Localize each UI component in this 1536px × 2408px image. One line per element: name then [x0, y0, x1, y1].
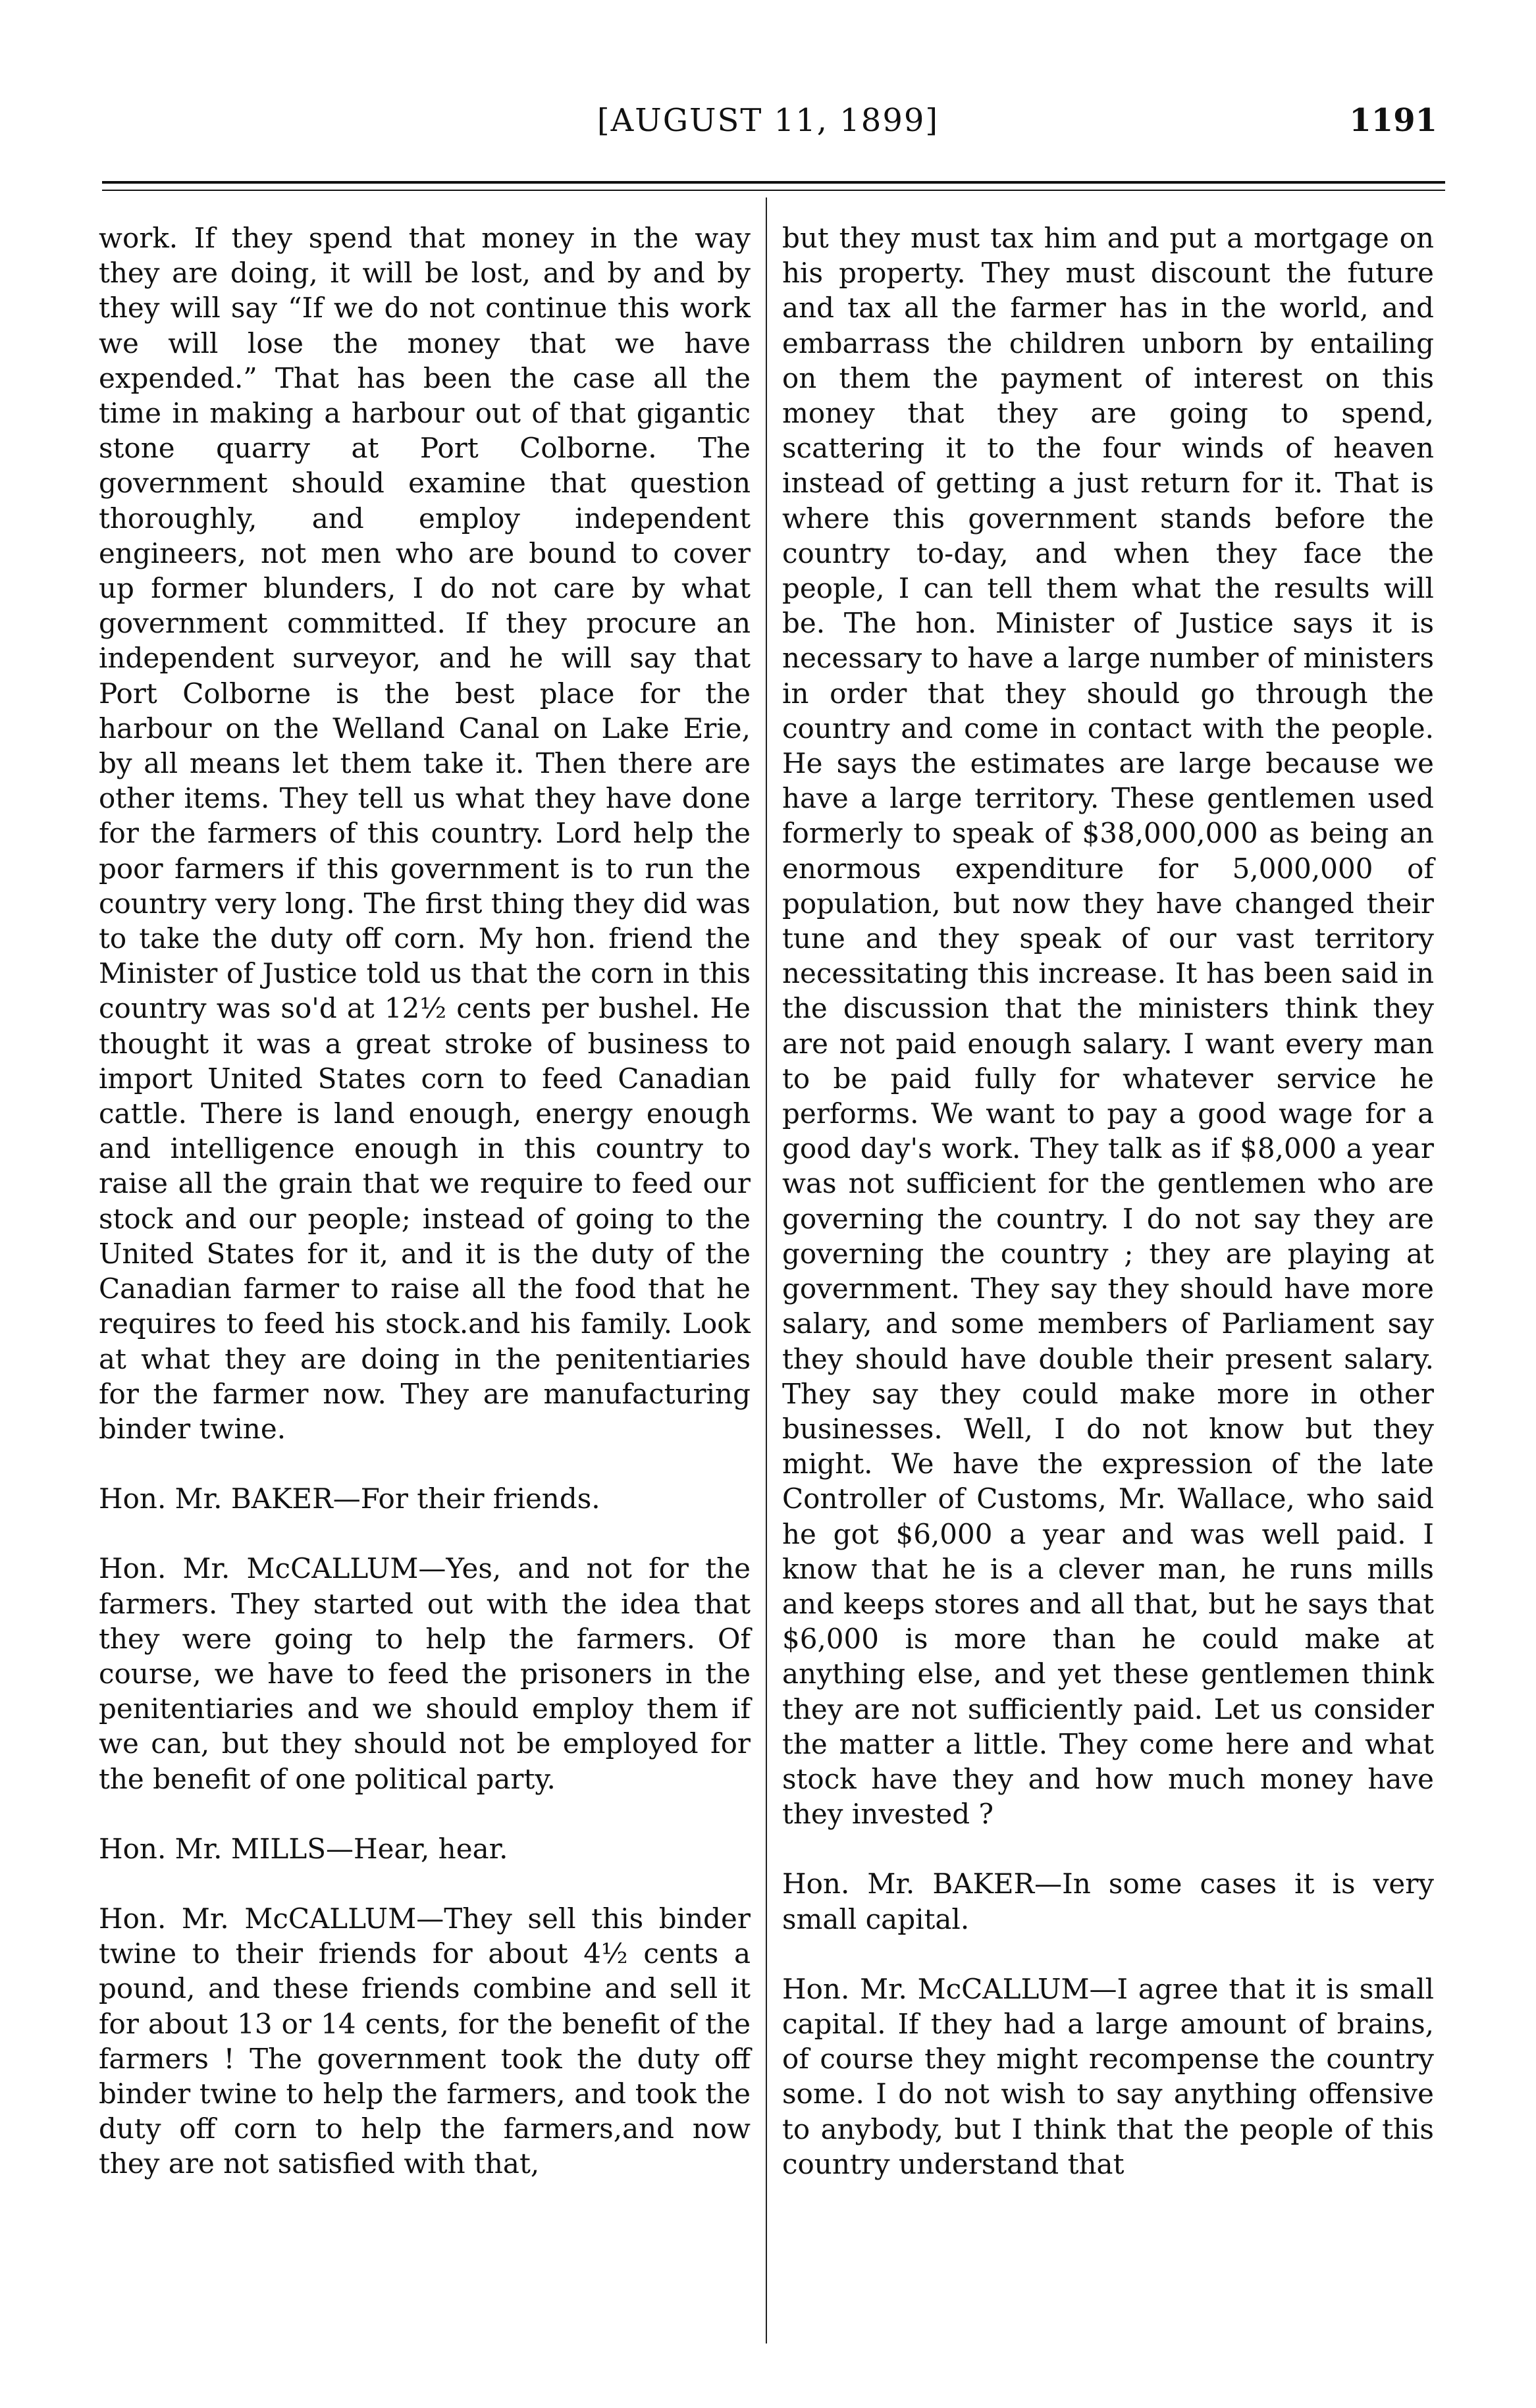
paragraph: work. If they spend that money in the way they are doing, it will be lost, and by and by they will say “If we do not continue this work we will lose the money that we have expended.” That has been the case all the time in making a harbour out of that gigantic stone quarry at Port Colborne. The government should examine that question thoroughly, and employ independent engineers, not men who are bound to cover up former blunders, I do not care by what government committed. If they procure an independent surveyor, and he will say that Port Colborne is the best place for the harbour on the Welland Canal on Lake Erie, by all means let them take it. Then there are other items. They tell us what they have done for the farmers of this country. Lord help the poor farmers if this government is to run the country very long. The first thing they did was to take the duty off corn. My hon. friend the Minister of Justice told us that the corn in this country was so'd at 12½ cents per bushel. He thought it was a great stroke of business to import United States corn to feed Canadian cattle. There is land enough, energy enough and intelligence enough in this country to raise all the grain that we require to feed our stock and our people; instead of going to the United States for it, and it is the duty of the Canadian farmer to raise all the food that he requires to feed his stock.and his family. Look at what they are doing in the penitentiaries for the farmer now. They are manufacturing binder twine. [99, 222, 751, 1445]
page-number: 1191 [1349, 102, 1437, 139]
paragraph: Hon. Mr. McCALLUM—Yes, and not for the farmers. They started out with the idea that they were going to help the farmers. Of course, we have to feed the prisoners in the penitentiaries and we should employ them if we can, but they should not be employed for the benefit of one political party. [99, 1552, 751, 1795]
paragraph: Hon. Mr. McCALLUM—They sell this binder twine to their friends for about 4½ cents a pound, and these friends combine and sell it for about 13 or 14 cents, for the benefit of the farmers ! The government took the duty off binder twine to help the farmers, and took the duty off corn to help the farmers,and now they are not satisfied with that, [99, 1902, 751, 2180]
left-column [99, 221, 751, 2327]
page-header [0, 102, 1536, 155]
paragraph: but they must tax him and put a mortgage on his property. They must discount the future and tax all the farmer has in the world, and embarrass the children unborn by entailing on them the payment of interest on this money that they are going to spend, scattering it to the four winds of heaven instead of getting a just return for it. That is where this government stands before the country to-day, and when they face the people, I can tell them what the results will be. The hon. Minister of Justice says it is necessary to have a large number of ministers in order that they should go through the country and come in contact with the people. He says the estimates are large because we have a large territory. These gentlemen used formerly to speak of $38,000,000 as being an enormous expenditure for 5,000,000 of population, but now they have changed their tune and they speak of our vast territory necessitating this increase. It has been said in the discussion that the ministers think they are not paid enough salary. I want every man to be paid fully for whatever service he performs. We want to pay a good wage for a good day's work. They talk as if $8,000 a year was not sufficient for the gentlemen who are governing the country. I do not say they are governing the country ; they are playing at government. They say they should have more salary, and some members of Parliament say they should have double their present salary. They say they could make more in other businesses. Well, I do not know but they might. We have the expression of the late Controller of Customs, Mr. Wallace, who said he got $6,000 a year and was well paid. I know that he is a clever man, he runs mills and keeps stores and all that, but he says that $6,000 is more than he could make at anything else, and yet these gentlemen think they are not sufficiently paid. Let us consider the matter a little. They come here and what stock have they and how much money have they invested ? [782, 222, 1434, 1831]
header-date: [AUGUST 11, 1899] [596, 102, 940, 139]
column-divider [766, 197, 767, 2343]
header-rule-thick [102, 181, 1445, 184]
speaker-line: Hon. Mr. BAKER—For their friends. [99, 1482, 600, 1515]
speaker-line: Hon. Mr. BAKER—In some cases it is very small capital. [782, 1868, 1434, 1935]
paragraph: Hon. Mr. McCALLUM—I agree that it is small capital. If they had a large amount of brains, of course they might recompense the country some. I do not wish to say anything offensive to anybody, but I think that the people of this country understand that [782, 1972, 1434, 2180]
speaker-line: Hon. Mr. MILLS—Hear, hear. [99, 1832, 508, 1865]
header-rule-thin [102, 190, 1445, 191]
right-column [782, 221, 1434, 2327]
